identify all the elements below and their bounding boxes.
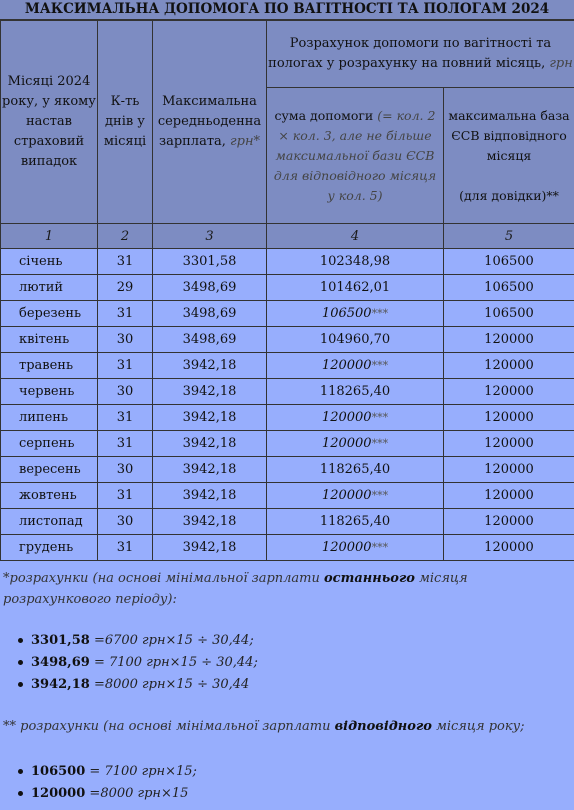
header-esv-base: максимальна база ЄСВ відповідного місяця (для довідки)** bbox=[444, 88, 574, 224]
salary-cell: 3942,18 bbox=[153, 353, 267, 379]
header-months: Місяці 2024 року, у якому настав страховий випадок bbox=[1, 21, 98, 224]
esv-base-cell: 106500 bbox=[444, 249, 574, 275]
table-row bbox=[1, 275, 574, 301]
list-item: 120000 =8000 грн×15 bbox=[18, 783, 197, 805]
salary-cell: 3498,69 bbox=[153, 327, 267, 353]
month-cell: лютий bbox=[1, 275, 98, 301]
table-row bbox=[1, 249, 574, 275]
esv-base-cell: 120000 bbox=[444, 405, 574, 431]
benefit-sum-cell: 120000*** bbox=[267, 353, 444, 379]
days-cell: 31 bbox=[98, 535, 153, 561]
footnote-esv: ** розрахунки (на основі мінімальної зарплати відповідного місяця року; bbox=[3, 719, 525, 734]
list-item: 3942,18 =8000 грн×15 ÷ 30,44 bbox=[18, 674, 258, 696]
salary-cell: 3942,18 bbox=[153, 379, 267, 405]
month-cell: жовтень bbox=[1, 483, 98, 509]
esv-base-cell: 120000 bbox=[444, 379, 574, 405]
benefit-sum-cell: 101462,01 bbox=[267, 275, 444, 301]
column-number-row: 1 2 3 4 5 bbox=[1, 224, 574, 249]
header-benefit-sum: сума допомоги (= кол. 2 × кол. 3, але не більше максимальної бази ЄСВ для відповідного місяця у кол. 5) bbox=[267, 88, 444, 224]
benefit-sum-cell: 120000*** bbox=[267, 483, 444, 509]
header-days: К-ть днів у місяці bbox=[98, 21, 153, 224]
month-cell: березень bbox=[1, 301, 98, 327]
table-row bbox=[1, 379, 574, 405]
esv-base-cell: 106500 bbox=[444, 301, 574, 327]
page-title: МАКСИМАЛЬНА ДОПОМОГА ПО ВАГІТНОСТІ ТА ПОЛОГАМ 2024 bbox=[0, 0, 574, 20]
footnote-salary: *розрахунки (на основі мінімальної зарплати останнього місяця розрахункового періоду): bbox=[3, 571, 468, 607]
table-row bbox=[1, 457, 574, 483]
benefit-sum-cell: 118265,40 bbox=[267, 379, 444, 405]
month-cell: квітень bbox=[1, 327, 98, 353]
list-item: 3301,58 =6700 грн×15 ÷ 30,44; bbox=[18, 630, 258, 652]
esv-base-cell: 120000 bbox=[444, 483, 574, 509]
salary-cell: 3301,58 bbox=[153, 249, 267, 275]
esv-base-cell: 120000 bbox=[444, 457, 574, 483]
salary-cell: 3942,18 bbox=[153, 509, 267, 535]
days-cell: 31 bbox=[98, 431, 153, 457]
table-row bbox=[1, 405, 574, 431]
table-row bbox=[1, 483, 574, 509]
benefit-sum-cell: 120000*** bbox=[267, 431, 444, 457]
salary-cell: 3942,18 bbox=[153, 431, 267, 457]
list-item: 3498,69 = 7100 грн×15 ÷ 30,44; bbox=[18, 652, 258, 674]
days-cell: 29 bbox=[98, 275, 153, 301]
days-cell: 30 bbox=[98, 327, 153, 353]
salary-cell: 3942,18 bbox=[153, 405, 267, 431]
days-cell: 31 bbox=[98, 249, 153, 275]
month-cell: червень bbox=[1, 379, 98, 405]
benefit-sum-cell: 102348,98 bbox=[267, 249, 444, 275]
benefit-sum-cell: 118265,40 bbox=[267, 509, 444, 535]
header-salary: Максимальна середньоденна зарплата, грн* bbox=[153, 21, 267, 224]
benefit-sum-cell: 118265,40 bbox=[267, 457, 444, 483]
month-cell: січень bbox=[1, 249, 98, 275]
esv-base-cell: 120000 bbox=[444, 431, 574, 457]
benefit-sum-cell: 120000*** bbox=[267, 405, 444, 431]
month-cell: серпень bbox=[1, 431, 98, 457]
days-cell: 30 bbox=[98, 457, 153, 483]
month-cell: листопад bbox=[1, 509, 98, 535]
esv-formula-list bbox=[18, 761, 197, 805]
table-row bbox=[1, 327, 574, 353]
esv-base-cell: 106500 bbox=[444, 275, 574, 301]
esv-base-cell: 120000 bbox=[444, 327, 574, 353]
salary-cell: 3942,18 bbox=[153, 535, 267, 561]
days-cell: 31 bbox=[98, 405, 153, 431]
days-cell: 30 bbox=[98, 509, 153, 535]
benefit-sum-cell: 120000*** bbox=[267, 535, 444, 561]
table-row bbox=[1, 535, 574, 561]
days-cell: 31 bbox=[98, 353, 153, 379]
days-cell: 31 bbox=[98, 483, 153, 509]
month-cell: вересень bbox=[1, 457, 98, 483]
table-row bbox=[1, 301, 574, 327]
salary-cell: 3498,69 bbox=[153, 301, 267, 327]
salary-formula-list bbox=[18, 630, 258, 696]
table-row bbox=[1, 431, 574, 457]
salary-cell: 3942,18 bbox=[153, 483, 267, 509]
table-row bbox=[1, 353, 574, 379]
month-cell: липень bbox=[1, 405, 98, 431]
days-cell: 30 bbox=[98, 379, 153, 405]
benefit-table bbox=[0, 20, 574, 561]
days-cell: 31 bbox=[98, 301, 153, 327]
month-cell: грудень bbox=[1, 535, 98, 561]
salary-cell: 3942,18 bbox=[153, 457, 267, 483]
esv-base-cell: 120000 bbox=[444, 509, 574, 535]
benefit-sum-cell: 106500*** bbox=[267, 301, 444, 327]
esv-base-cell: 120000 bbox=[444, 353, 574, 379]
salary-cell: 3498,69 bbox=[153, 275, 267, 301]
esv-base-cell: 120000 bbox=[444, 535, 574, 561]
month-cell: травень bbox=[1, 353, 98, 379]
table-row bbox=[1, 509, 574, 535]
list-item: 106500 = 7100 грн×15; bbox=[18, 761, 197, 783]
benefit-sum-cell: 104960,70 bbox=[267, 327, 444, 353]
header-calculation-group: Розрахунок допомоги по вагітності та пологах у розрахунку на повний місяць, грн bbox=[267, 21, 574, 88]
